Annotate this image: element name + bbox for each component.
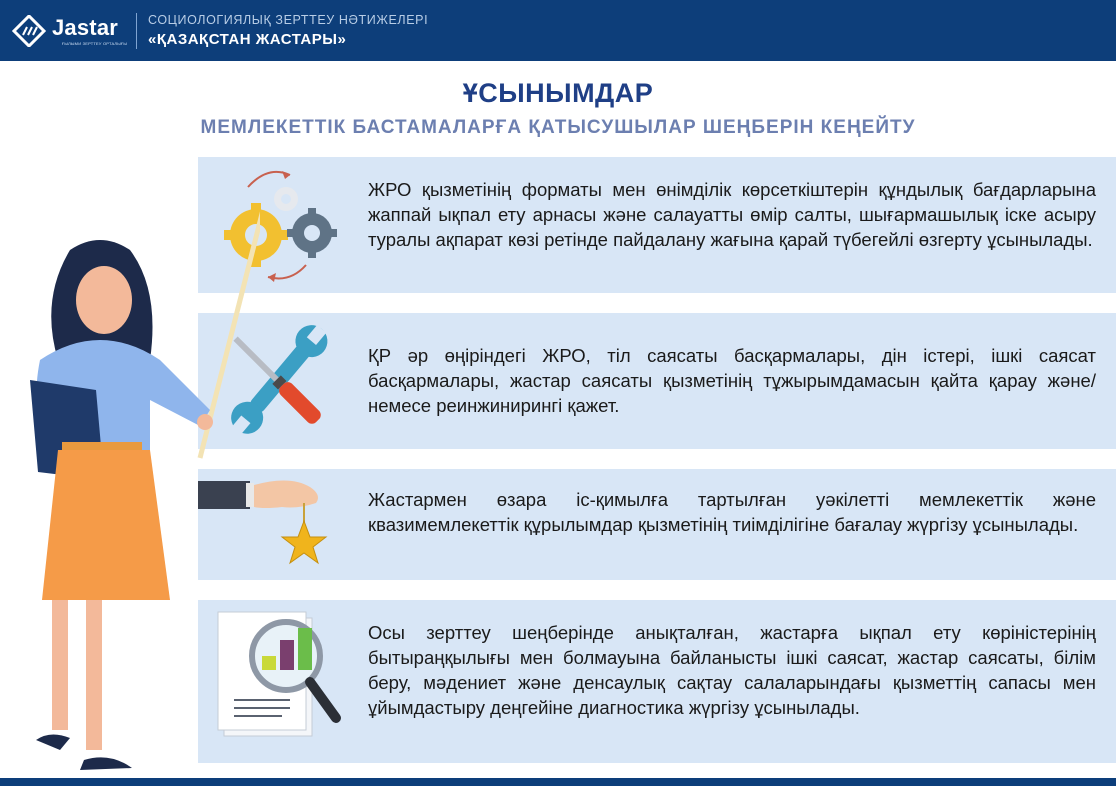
recommendation-text-2: ҚР әр өңіріндегі ЖРО, тіл саясаты басқармалары, дін істері, ішкі саясат басқармалары, жастар саясаты қызметінің тұжырымдамасын қайта қарау және/немесе реинжинирингі қажет.: [368, 345, 1096, 416]
header-bar: [0, 0, 1116, 61]
logo-text: Jastar: [52, 15, 119, 40]
page-title: ҰСЫНЫМДАР: [462, 78, 654, 108]
header-report-title: «ҚАЗАҚСТАН ЖАСТАРЫ»: [148, 31, 347, 48]
recommendation-card-2: [198, 313, 1116, 449]
recommendation-card-4: [198, 600, 1116, 763]
recommendation-text-3: Жастармен өзара іс-қимылға тартылған уәкілетті мемлекеттік және квазимемлекеттік құрылымдар қызметінің тиімділігіне бағалау жүргізу ұсынылады.: [368, 489, 1096, 535]
header-divider: [136, 13, 137, 49]
recommendation-text-1: ЖРО қызметінің форматы мен өнімділік көрсеткіштерін құндылық бағдарларына жаппай ықпал ету арнасы және салауатты өмір салты, шығармашылық іске асыру туралы ақпарат көзі ретінде пайдалану жағына қарай түбегейлі өзгерту ұсынылады.: [368, 179, 1096, 250]
jastar-logo-icon: [12, 15, 46, 47]
header-caption: СОЦИОЛОГИЯЛЫҚ ЗЕРТТЕУ НӘТИЖЕЛЕРІ: [148, 13, 429, 27]
recommendation-text-4: Осы зерттеу шеңберінде анықталған, жастарға ықпал ету көріністерінің бытыраңқылығы мен болмауына байланысты ішкі саясат, жастар саясаты, білім беру, мәдениет және денсаулық сақтау салаларындағы қызметтің сапасы мен ұйымдастыру деңгейіне диагностика жүргізу ұсынылады.: [368, 622, 1096, 718]
footer-bar: [0, 778, 1116, 786]
page-subtitle: МЕМЛЕКЕТТІК БАСТАМАЛАРҒА ҚАТЫСУШЫЛАР ШЕҢБЕРІН КЕҢЕЙТУ: [200, 117, 916, 138]
presenter-illustration: [0, 190, 260, 786]
logo-subtext: ҒЫЛЫМИ ЗЕРТТЕУ ОРТАЛЫҒЫ: [62, 41, 128, 46]
recommendation-card-1: [198, 157, 1116, 293]
recommendation-card-3: [198, 469, 1116, 580]
